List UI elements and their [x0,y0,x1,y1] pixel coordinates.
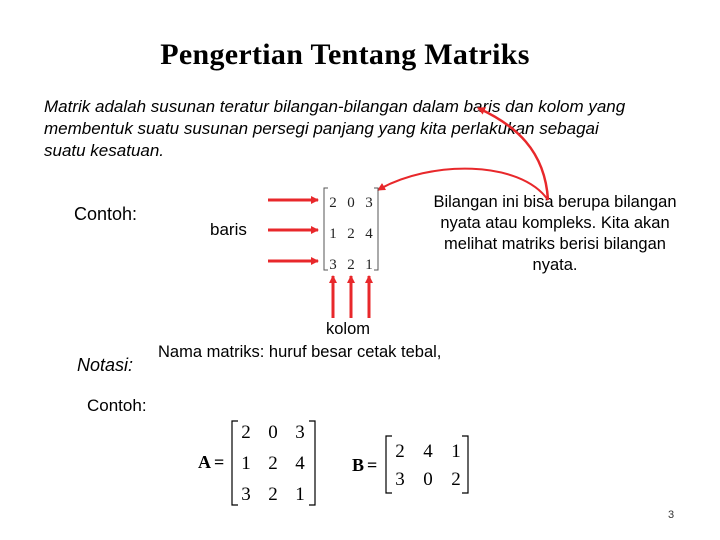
notation-label: Notasi: [77,355,134,375]
curved-arrow-to-element [378,169,548,200]
matrix-a-cell-1-3: 3 [295,422,305,443]
example-matrix-cell-2-3: 4 [365,226,373,242]
matrix-b-cell-1-3: 1 [451,441,461,462]
matrix-a [198,421,315,505]
matrix-b-cell-1-2: 4 [423,441,433,462]
right-bracket [374,188,378,270]
matrix-a-cell-3-1: 3 [241,484,251,505]
matrix-a-cell-2-1: 1 [241,453,251,474]
curved-arrow [478,108,548,200]
matrix-a-cell-1-2: 0 [268,422,278,443]
matrix-a-cell-3-3: 1 [295,484,305,505]
column-arrows [333,276,369,318]
matrix-a-equals: = [214,452,225,472]
definition-text: Matrik adalah susunan teratur bilangan-bilangan dalam baris dan kolom yang membentuk suatu susunan persegi panjang yang kita perlakukan sebagai suatu kesatuan. [44,97,626,160]
matrix-b-name: B [352,455,365,475]
element-note: Bilangan ini bisa berupa bilangan nyata atau kompleks. Kita akan melihat matriks berisi bilangan nyata. [433,193,677,274]
matrix-a-cell-2-2: 2 [268,453,278,474]
matrix-a-name: A [198,452,211,472]
example-matrix-cell-3-3: 1 [365,257,373,273]
matrix-b-cell-1-1: 2 [395,441,405,462]
left-bracket [324,188,328,270]
matrix-b-cell-2-1: 3 [395,469,405,490]
example-matrix [324,188,378,273]
matrix-a-cell-2-3: 4 [295,453,305,474]
matrix-a-right-bracket [309,421,315,505]
example-matrix-cell-2-1: 1 [329,226,337,242]
page-title: Pengertian Tentang Matriks [160,38,530,71]
page-number: 3 [668,509,675,521]
matrix-b-left-bracket [386,436,392,493]
notation-text: Nama matriks: huruf besar cetak tebal, [158,343,442,361]
matrix-b-cell-2-3: 2 [451,469,461,490]
matrix-b-equals: = [367,455,378,475]
row-arrows [268,200,318,261]
row-label: baris [210,220,247,239]
matrix-a-cell-1-1: 2 [241,422,251,443]
matrix-b-cell-2-2: 0 [423,469,433,490]
example-label: Contoh: [74,204,138,224]
example2-label: Contoh: [87,396,147,415]
column-label: kolom [326,320,371,338]
example-matrix-cell-3-1: 3 [329,257,337,273]
example-matrix-cell-1-3: 3 [365,195,373,211]
example-matrix-cell-2-2: 2 [347,226,355,242]
example-matrix-cell-1-1: 2 [329,195,337,211]
matrix-a-cell-3-2: 2 [268,484,278,505]
matrix-b-right-bracket [462,436,468,493]
example-matrix-cell-3-2: 2 [347,257,355,273]
matrix-b [352,436,468,493]
matrix-a-left-bracket [232,421,238,505]
example-matrix-cell-1-2: 0 [347,195,355,211]
